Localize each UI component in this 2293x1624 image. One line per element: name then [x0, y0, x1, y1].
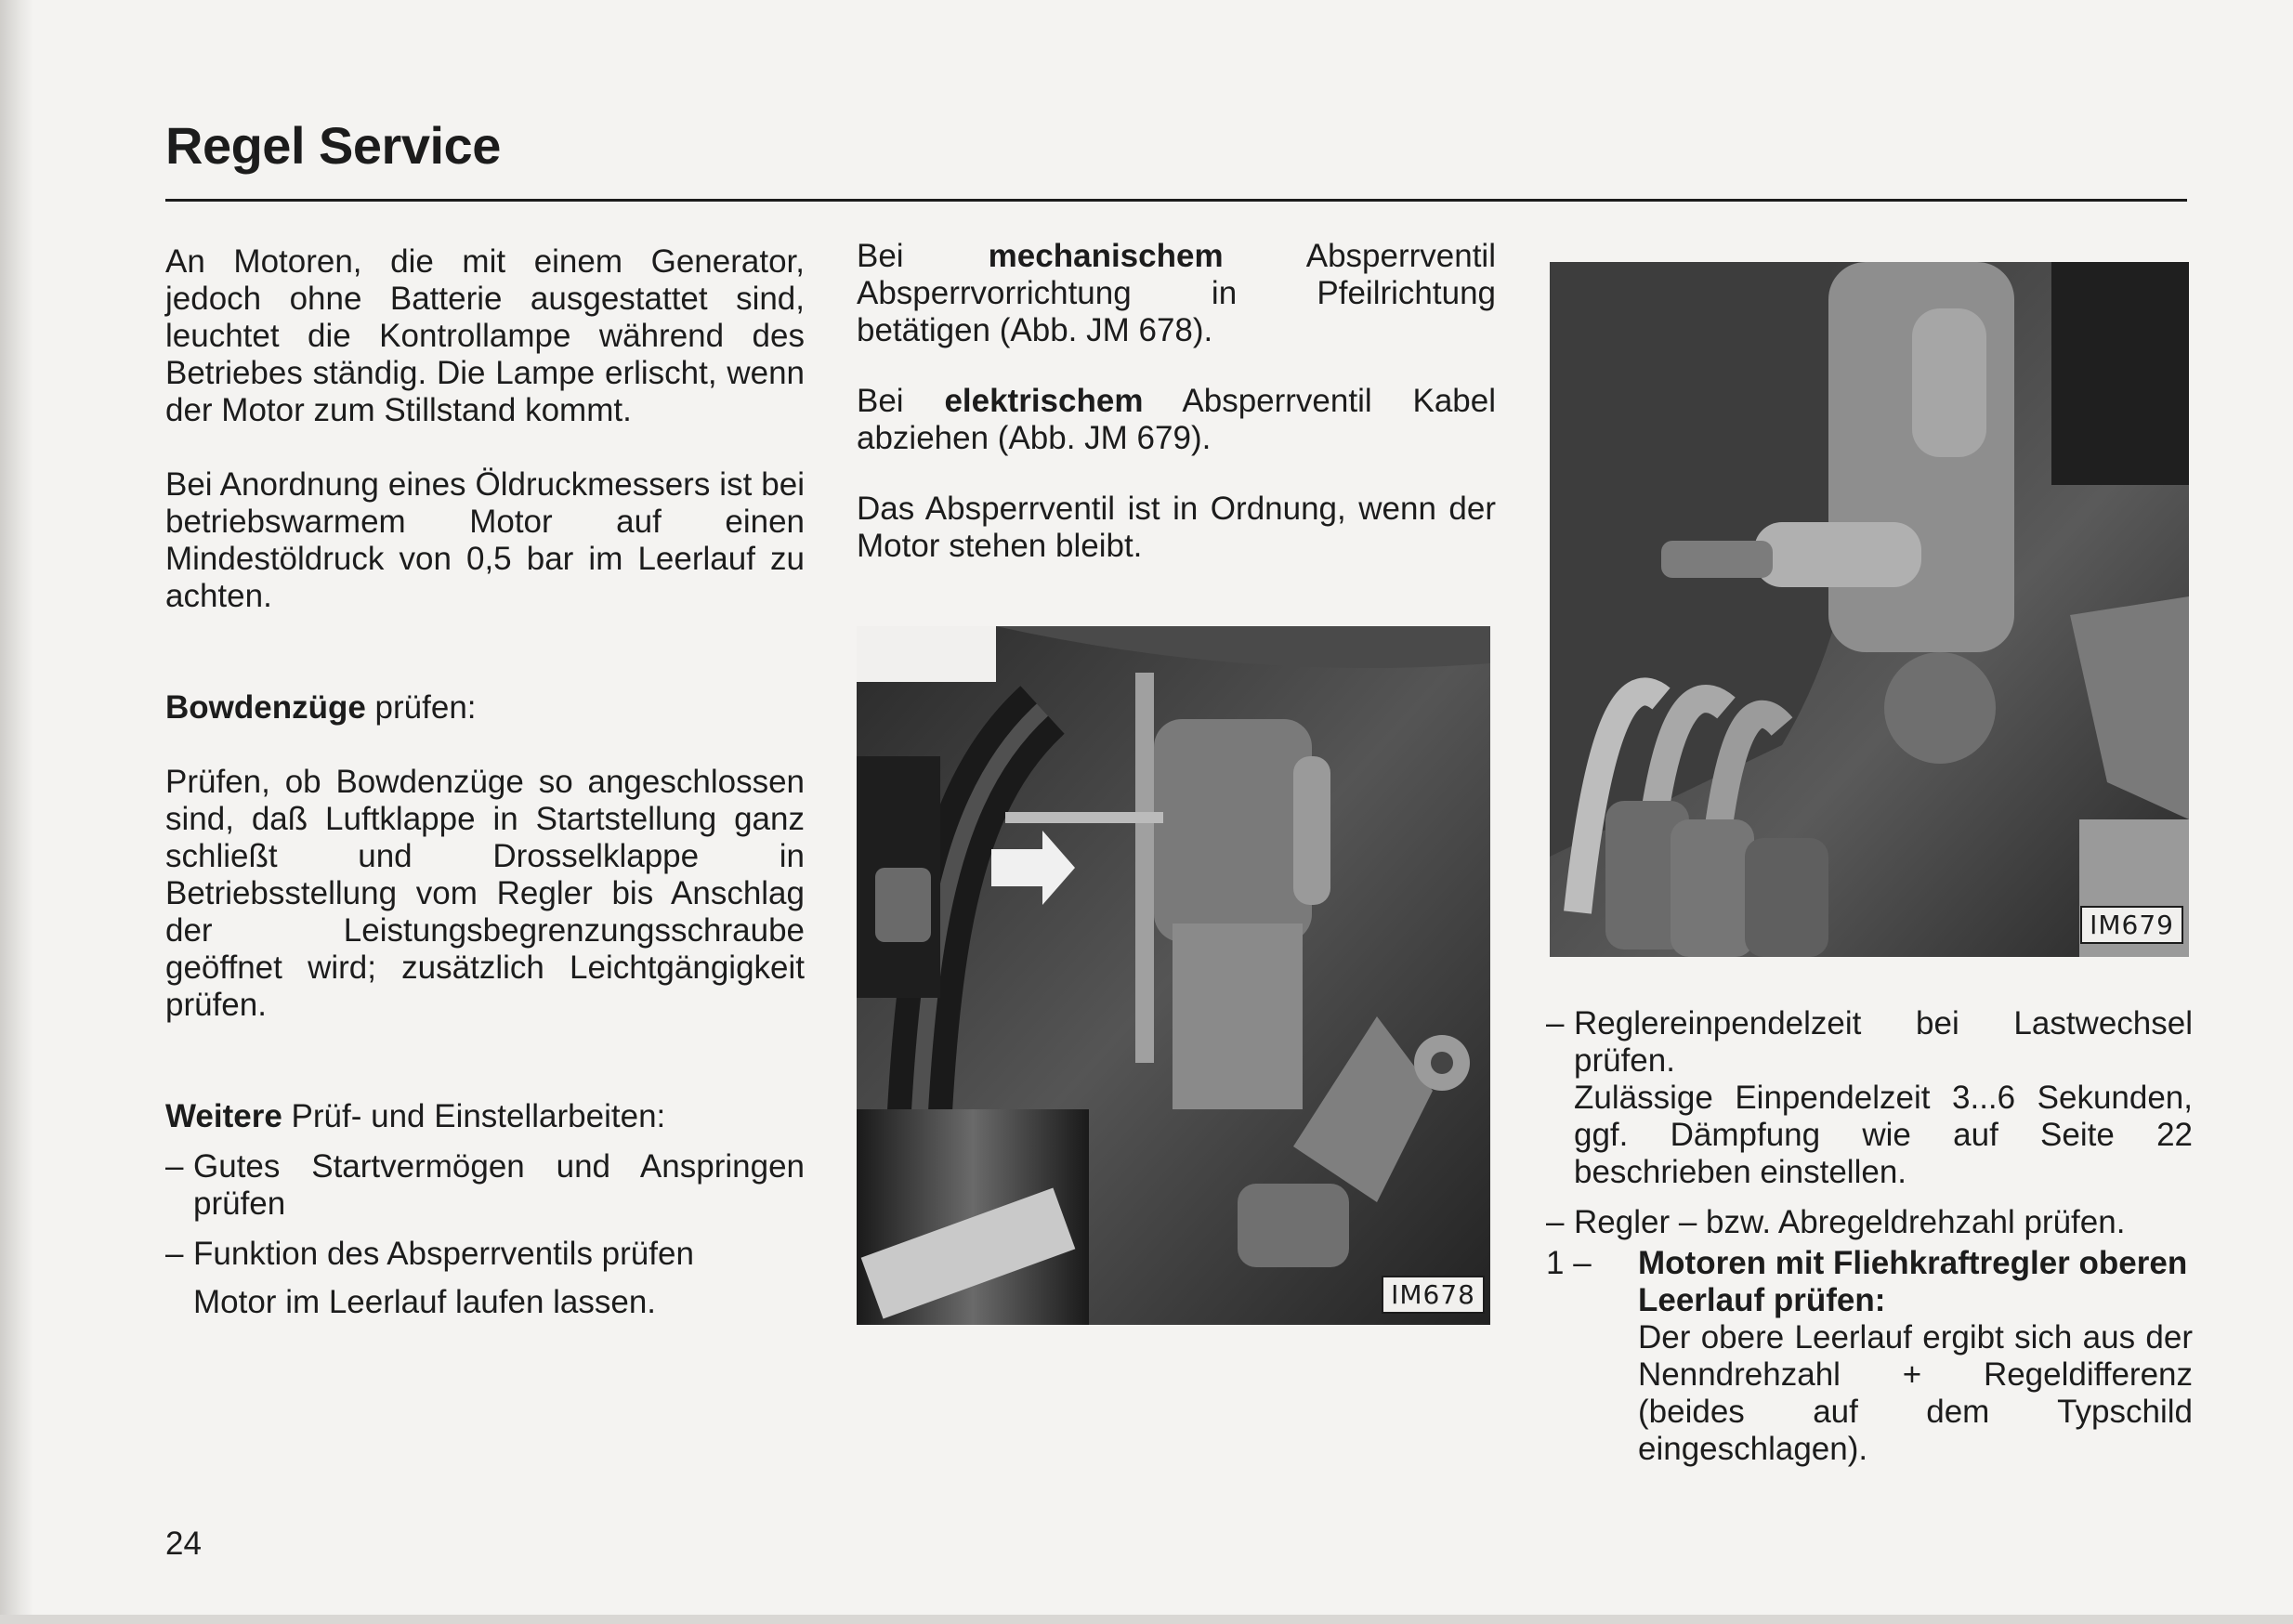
list-item — [165, 1148, 805, 1223]
engine-photo-illustration — [857, 626, 1490, 1325]
list-item — [165, 1236, 805, 1273]
page-binding-shadow — [0, 0, 33, 1624]
engine-photo-illustration — [1550, 262, 2189, 957]
list-item-text: Reglereinpendelzeit bei Lastwechsel prüfen. — [1574, 1005, 2193, 1079]
heading-weitere-rest: Prüf- und Einstellarbeiten: — [282, 1098, 666, 1134]
mechanisch-rest: Absperrventil Absperrvorrichtung in Pfeilrichtung betätigen (Abb. JM 678). — [857, 238, 1496, 348]
elektrisch-pre: Bei — [857, 383, 945, 419]
heading-weitere-bold: Weitere — [165, 1098, 282, 1134]
list-dash: – — [1546, 1204, 1565, 1240]
list-item-continuation: Motor im Leerlauf laufen lassen. — [193, 1284, 657, 1320]
paragraph-generator: An Motoren, die mit einem Generator, jedoch ohne Batterie ausgestattet sind, leuchtet die Kontrollampe während des Betriebes ständig. Die Lampe erlischt, wenn der Motor zum Stillstand kommt. — [165, 243, 805, 428]
paragraph-elektrisch — [857, 383, 1496, 457]
list-item-text: Funktion des Absperrventils prüfen — [193, 1236, 694, 1272]
numbered-item-text: Der obere Leerlauf ergibt sich aus der Nenndrehzahl + Regeldifferenz (beides auf dem Typschild eingeschlagen). — [1638, 1319, 2193, 1467]
paragraph-ordnung: Das Absperrventil ist in Ordnung, wenn der Motor stehen bleibt. — [857, 491, 1496, 564]
column-left — [165, 243, 805, 1321]
list-item-continuation: Zulässige Einpendelzeit 3...6 Sekunden, ggf. Dämpfung wie auf Seite 22 beschrieben einstellen. — [1574, 1080, 2193, 1190]
heading-bowdenzuege — [165, 689, 805, 727]
heading-weitere — [165, 1098, 805, 1135]
paragraph-bowdenzuege: Prüfen, ob Bowdenzüge so angeschlossen sind, daß Luftklappe in Startstellung ganz schließt und Drosselklappe in Betriebsstellung vom Regler bis Anschlag der Leistungsbegrenzungsschraube geöffnet wird; zusätzlich Leichtgängigkeit prüfen. — [165, 764, 805, 1023]
numbered-item-body — [1638, 1245, 2193, 1468]
paragraph-oeldruck: Bei Anordnung eines Öldruckmessers ist bei betriebswarmem Motor auf einen Mindestöldruck von 0,5 bar im Leerlauf zu achten. — [165, 466, 805, 614]
list-dash: – — [165, 1236, 184, 1272]
figure-im678-photo — [857, 626, 1490, 1325]
paragraph-mechanisch — [857, 238, 1496, 349]
list-dash: – — [165, 1148, 184, 1185]
figure-label-im679: IM679 — [2080, 906, 2183, 944]
numbered-item — [1546, 1245, 2193, 1468]
list-item-text: Gutes Startvermögen und Anspringen prüfen — [193, 1148, 805, 1222]
heading-bowdenzuege-rest: prüfen: — [365, 689, 477, 726]
page-bottom-edge — [0, 1615, 2293, 1624]
page-number: 24 — [165, 1526, 202, 1562]
numbered-item-number: 1 – — [1546, 1245, 1592, 1281]
list-item-text: Regler – bzw. Abregeldrehzahl prüfen. — [1574, 1204, 2126, 1240]
numbered-item-heading: Motoren mit Fliehkraftregler oberen Leerlauf prüfen: — [1638, 1245, 2188, 1318]
elektrisch-rest: Absperrventil Kabel abziehen (Abb. JM 679). — [857, 383, 1496, 456]
list-item — [1546, 1204, 2193, 1241]
page-title: Regel Service — [165, 116, 501, 175]
column-right — [1546, 1005, 2193, 1468]
column-middle — [857, 238, 1496, 565]
figure-label-im678: IM678 — [1382, 1276, 1485, 1314]
elektrisch-bold: elektrischem — [944, 383, 1144, 419]
heading-bowdenzuege-bold: Bowdenzüge — [165, 689, 366, 726]
list-dash: – — [1546, 1005, 1565, 1041]
title-rule — [165, 199, 2187, 202]
figure-im679-photo — [1550, 262, 2189, 957]
list-item — [1546, 1005, 2193, 1080]
mechanisch-pre: Bei — [857, 238, 989, 274]
mechanisch-bold: mechanischem — [988, 238, 1224, 274]
